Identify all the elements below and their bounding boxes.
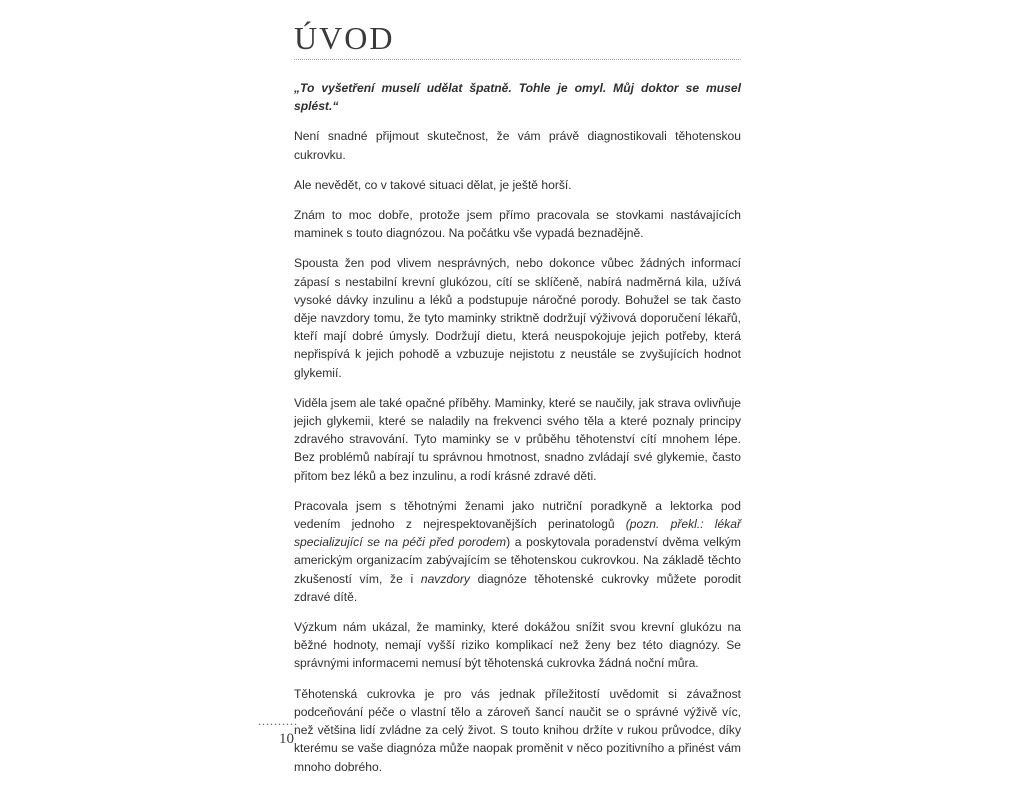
paragraph-2: Ale nevědět, co v takové situaci dělat, je ještě horší.: [294, 177, 572, 192]
paragraph-6-part-c: diagnóze těhotenské cukrovky můžete porodit zdravé dítě.: [294, 571, 741, 604]
footer-dot-leader: ..........: [258, 714, 298, 728]
paragraph-7: Výzkum nám ukázal, že maminky, které dokážou snížit svou krevní glukózu na běžné hodnoty, nemají vyšší riziko komplikací než ženy bez této diagnózy. Se správnými informacemi nemusí být těhotenská cukrovka žádná noční můra.: [294, 620, 741, 671]
chapter-body: [294, 79, 741, 788]
paragraph-6-part-a: Pracovala jsem s těhotnými ženami jako nutriční poradkyně a lektorka pod vedením jednoho z nejrespektovanějších perinatologů: [294, 498, 741, 532]
paragraph-6-part-b: ) a poskytovala poradenství dvěma velkým americkým organizacím zabývajícím se těhotenskou cukrovkou. Na základě těchto zkušeností vím, že i: [294, 535, 741, 586]
paragraph-5: Viděla jsem ale také opačné příběhy. Maminky, které se naučily, jak strava ovlivňuje jejich glykemii, které se naladily na frekvenci svého těla a které poznaly principy zdravého stravování. Tyto maminky se v průběhu těhotenství cítí mnohem lépe. Bez problémů nabírají tu správnou hmotnost, snadno zvládají své glykemie, často přitom bez léků a bez inzulinu, a rodí krásné zdravé děti.: [294, 395, 741, 483]
opening-quote: „To vyšetření muselí udělat špatně. Tohle je omyl. Můj doktor se musel splést.“: [294, 81, 741, 114]
page-number: 10: [279, 731, 294, 747]
paragraph-1: Není snadné přijmout skutečnost, že vám právě diagnostikovali těhotenskou cukrovku.: [294, 129, 741, 162]
emphasis-navzdory: navzdory: [420, 571, 470, 586]
paragraph-8: Těhotenská cukrovka je pro vás jednak příležitostí uvědomit si závažnost podceňování péče o vlastní tělo a zároveň šancí naučit se o správné výživě víc, než většina lidí zvládne za celý život. S touto knihou držíte v rukou průvodce, díky kterému se vaše diagnóza může naopak proměnit v něco pozitivního a přinést vám mnoho dobrého.: [294, 686, 741, 774]
paragraph-3: Znám to moc dobře, protože jsem přímo pracovala se stovkami nastávajících maminek s touto diagnózou. Na počátku vše vypadá beznadějně.: [294, 208, 741, 241]
title-divider: [294, 59, 741, 60]
translator-note: (pozn. překl.: lékař specializující se na péči před porodem: [294, 517, 741, 550]
paragraph-4: Spousta žen pod vlivem nesprávných, nebo dokonce vůbec žádných informací zápasí s nestabilní krevní glukózou, cítí se sklíčeně, nabírá nadměrná kila, užívá vysoké dávky inzulinu a léků a podstupuje náročné porody. Bohužel se tak často děje navzdory tomu, že tyto maminky striktně dodržují výživová doporučení lékařů, kteří mají dobré úmysly. Dodržují dietu, která neuspokojuje jejich potřeby, která nepřispívá k jejich pohodě a vzbuzuje nejistotu z neustále se zvyšujících hodnot glykemií.: [294, 256, 741, 380]
chapter-title: ÚVOD: [294, 20, 395, 56]
paragraph-6: [294, 497, 741, 606]
